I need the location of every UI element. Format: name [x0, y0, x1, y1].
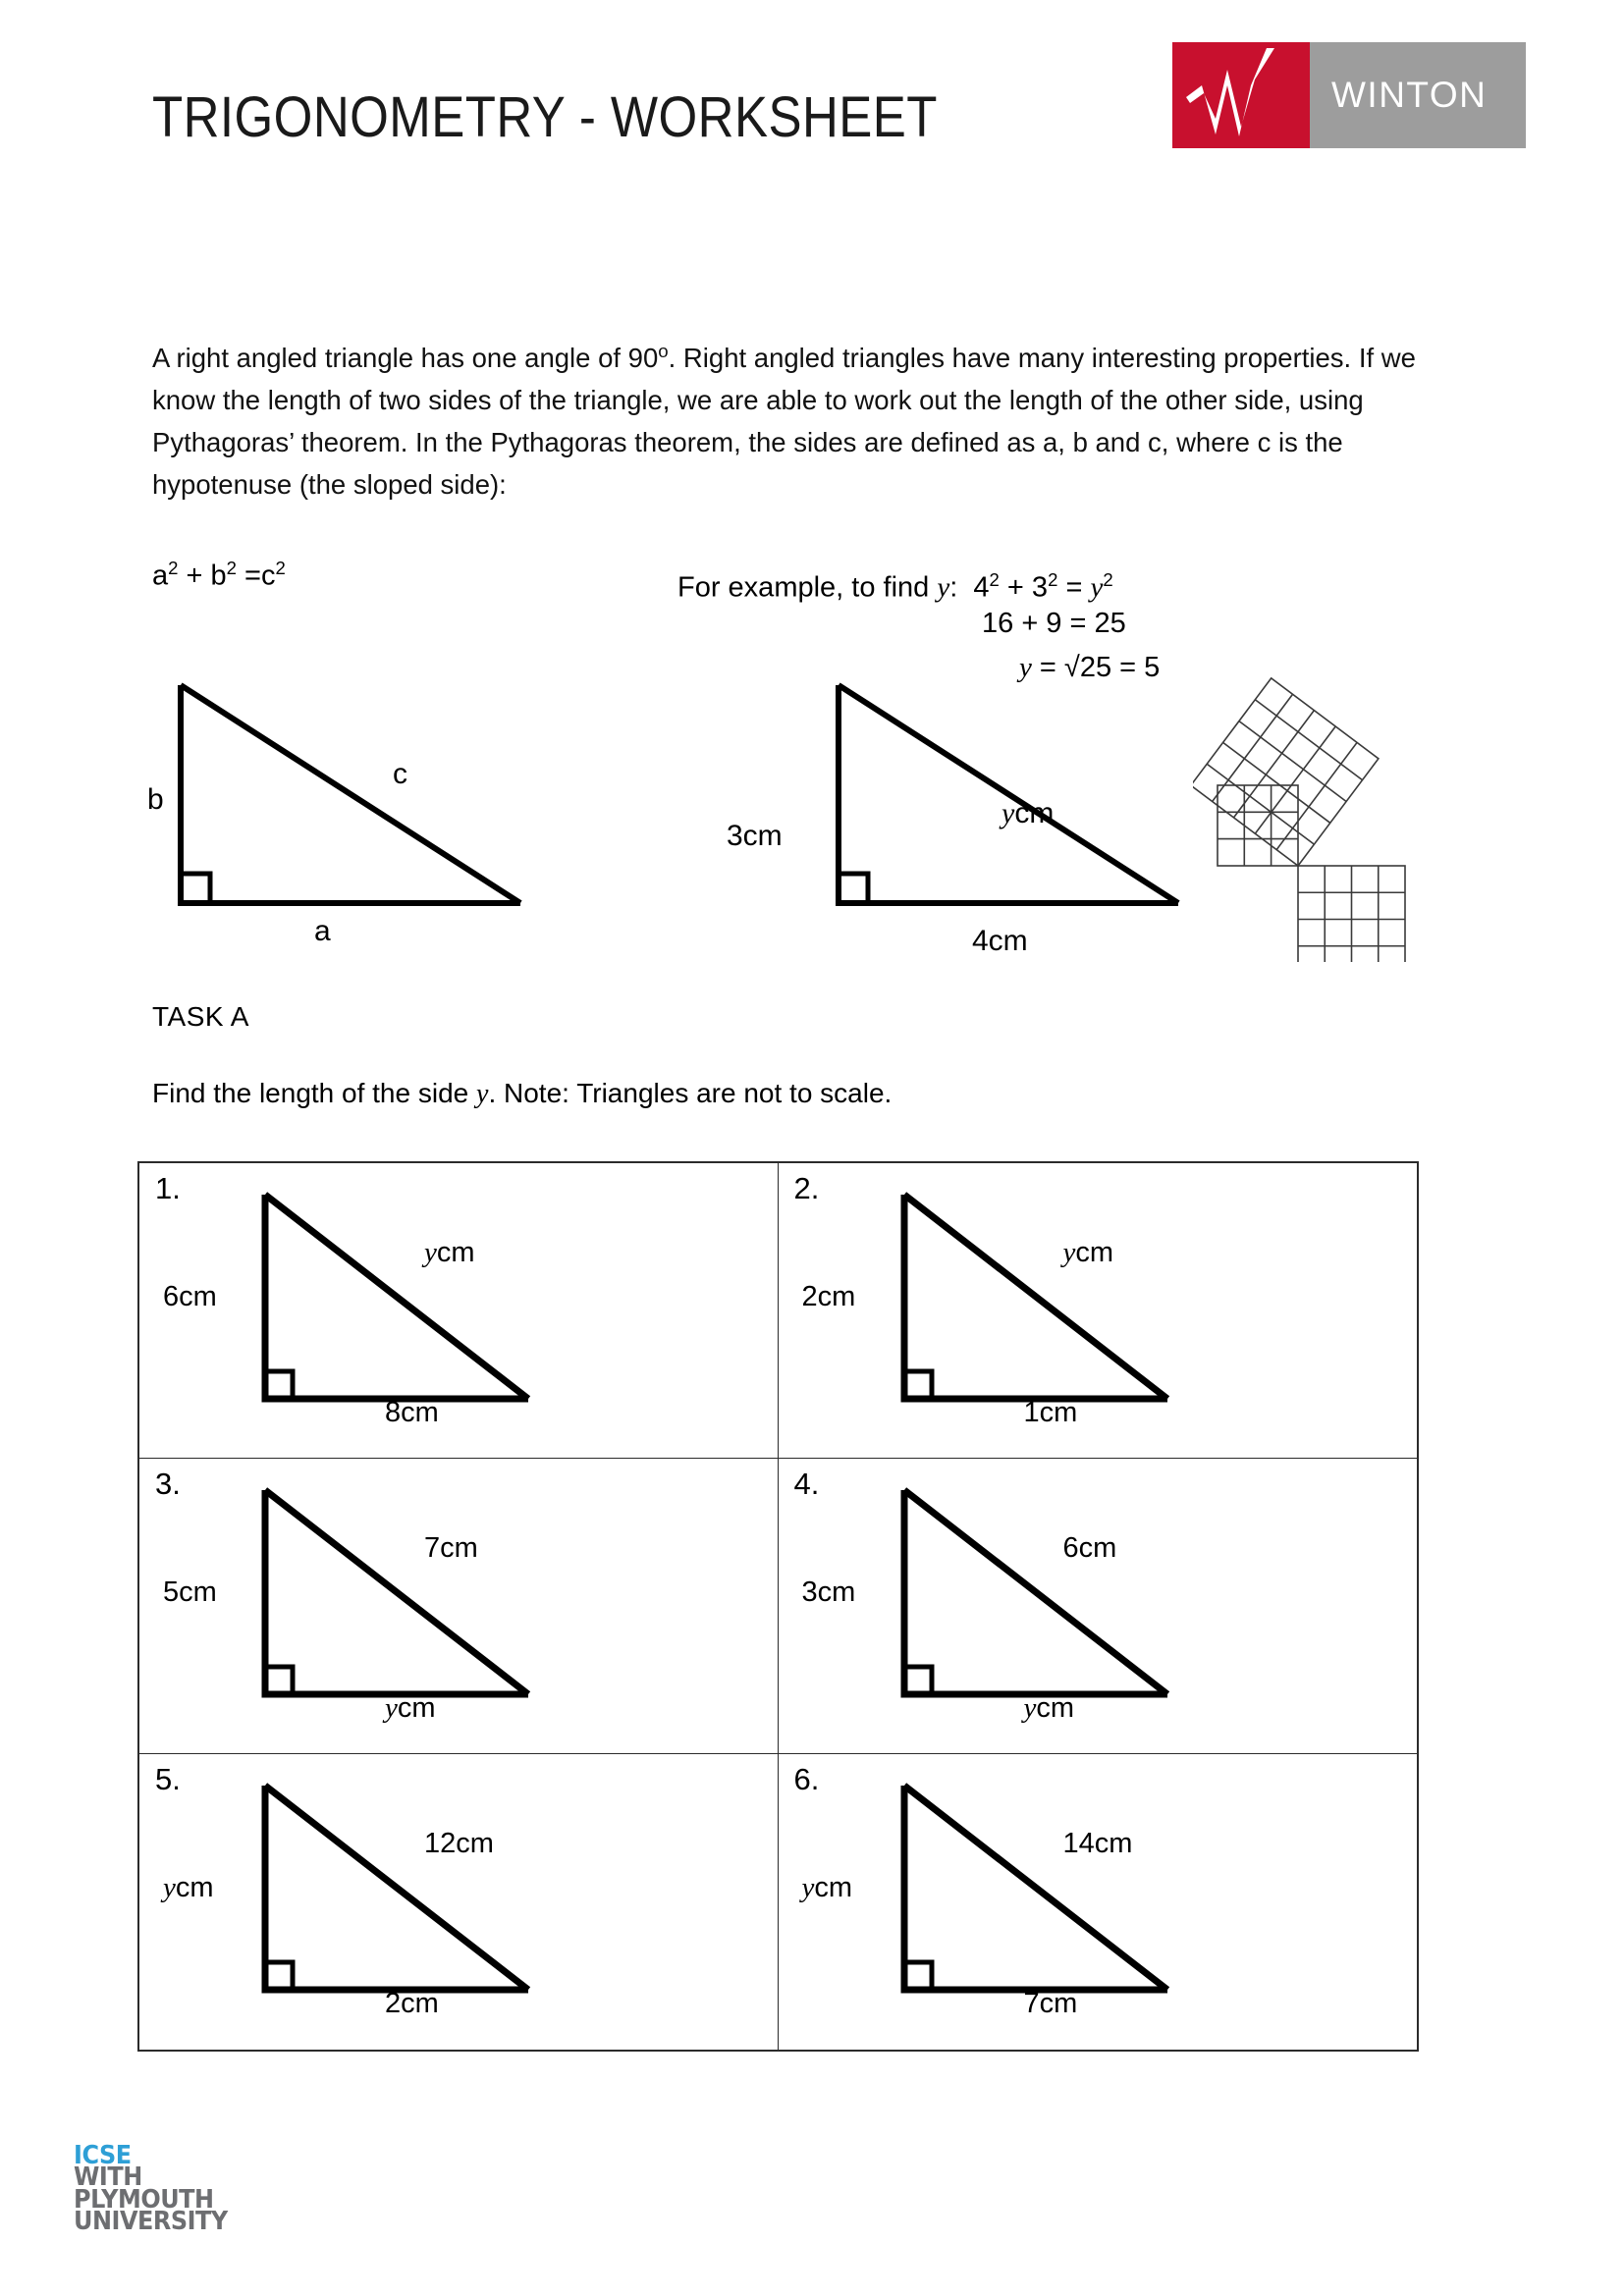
- example-hyp-variable: y: [1001, 797, 1015, 829]
- exercise-number: 2.: [793, 1171, 820, 1205]
- exercise-base-variable: y: [1023, 1692, 1037, 1724]
- winton-wordmark-text: WINTON: [1331, 75, 1488, 115]
- intro-paragraph: [152, 330, 1419, 506]
- exercise-hyp-variable: y: [424, 1237, 437, 1268]
- example-eq1-b-exp: 2: [1048, 569, 1058, 590]
- winton-wordmark: [1310, 42, 1526, 148]
- exercise-table: [137, 1161, 1419, 2052]
- exercise-label-hypotenuse: [1063, 1237, 1114, 1269]
- footer-logo-line-4: UNIVERSITY: [74, 2207, 228, 2237]
- square-a-3x3: [1218, 785, 1298, 866]
- exercise-cell-4[interactable]: [779, 1459, 1418, 1754]
- exercise-label-vertical: [163, 1872, 214, 1904]
- intro-text-a: A right angled triangle has one angle of 90: [152, 343, 659, 374]
- exercise-cell-6[interactable]: [779, 1754, 1418, 2050]
- exercise-vert-variable: y: [801, 1872, 815, 1903]
- exercise-base-unit: cm: [1036, 1692, 1075, 1724]
- pythagoras-formula: [152, 558, 286, 593]
- exercise-hyp-unit: cm: [436, 1237, 475, 1268]
- task-a-heading: TASK A: [152, 1001, 249, 1032]
- formula-plus: +: [178, 560, 211, 592]
- formula-b-exponent: 2: [226, 558, 237, 578]
- instruction-variable: y: [476, 1079, 489, 1109]
- example-lead: For example, to find: [677, 571, 938, 604]
- example-line-2: [677, 602, 1160, 646]
- example-hyp-unit: cm: [1014, 797, 1055, 829]
- intro-text-b: . Right angled triangles have many interesting properties. If we know the length of two sides of the triangle, we are able to work out the length of the other side, using Pythagoras’ theorem. In the Pythagoras theorem, the sides are defined as a, b and c, where c is the hypotenuse (the sloped side):: [152, 343, 1416, 501]
- abc-label-a: a: [314, 915, 331, 947]
- footer-logo-line-2: WITH: [74, 2163, 142, 2193]
- exercise-number: 1.: [155, 1171, 181, 1205]
- example-label-base: 4cm: [972, 925, 1028, 957]
- exercise-label-hypotenuse: 6cm: [1062, 1532, 1117, 1564]
- exercise-hyp-variable: y: [1062, 1237, 1076, 1268]
- formula-a: a: [152, 560, 169, 592]
- exercise-label-vertical: 6cm: [163, 1281, 217, 1312]
- winton-mark-icon: [1172, 42, 1310, 148]
- example-triangle-figure: [805, 667, 1198, 923]
- example-eq1-a-exp: 2: [989, 569, 1000, 590]
- example-eq1-y-exp: 2: [1103, 569, 1113, 590]
- exercise-cell-1[interactable]: [139, 1163, 779, 1459]
- exercise-label-vertical: [802, 1872, 853, 1904]
- exercise-label-vertical: 5cm: [163, 1576, 217, 1608]
- exercise-cell-2[interactable]: [779, 1163, 1418, 1459]
- exercise-label-base: 7cm: [1023, 1988, 1078, 2019]
- abc-label-b: b: [147, 783, 164, 816]
- formula-a-exponent: 2: [168, 558, 179, 578]
- exercise-label-hypotenuse: 14cm: [1062, 1828, 1133, 1859]
- pythagoras-squares-figure: [1193, 667, 1488, 962]
- exercise-label-hypotenuse: [424, 1237, 475, 1269]
- exercise-label-vertical: 3cm: [801, 1576, 856, 1608]
- example-eq1-y: y: [1090, 571, 1104, 604]
- abc-triangle-figure: [147, 667, 540, 923]
- exercise-base-variable: y: [385, 1692, 398, 1724]
- instruction-text-a: Find the length of the side: [152, 1078, 476, 1108]
- exercise-number: 5.: [155, 1762, 181, 1796]
- footer-logo-line-3: PLYMOUTH: [74, 2184, 214, 2215]
- exercise-number: 6.: [793, 1762, 820, 1796]
- degree-symbol: o: [658, 341, 669, 361]
- square-b-4x4: [1298, 866, 1405, 962]
- diagram-row: [0, 667, 1624, 982]
- exercise-hyp-unit: cm: [1075, 1237, 1114, 1268]
- exercise-base-unit: cm: [397, 1692, 436, 1724]
- example-eq3-y: y: [1019, 652, 1032, 683]
- task-a-instruction: [152, 1078, 892, 1110]
- example-eq1-a: 4: [973, 571, 990, 604]
- exercise-label-base: 1cm: [1023, 1397, 1078, 1428]
- exercise-vert-variable: y: [163, 1872, 176, 1903]
- square-c-5x5: [1193, 678, 1379, 866]
- example-eq2: 16 + 9 = 25: [982, 608, 1126, 639]
- formula-equals-c: =c: [237, 560, 276, 592]
- exercise-label-vertical: 2cm: [801, 1281, 856, 1312]
- exercise-label-base: 2cm: [385, 1988, 439, 2019]
- abc-label-c: c: [393, 758, 407, 790]
- page-title: TRIGONOMETRY - WORKSHEET: [152, 85, 938, 149]
- page-header: [0, 0, 1624, 226]
- formula-b: b: [210, 560, 227, 592]
- example-eq1-mid: + 3: [999, 571, 1049, 604]
- exercise-label-base: [1024, 1692, 1075, 1725]
- exercise-number: 3.: [155, 1467, 181, 1501]
- example-eq1-eq: =: [1057, 571, 1091, 604]
- example-lead-variable: y: [937, 571, 950, 604]
- footer-logo-line-1: ICSE: [74, 2141, 132, 2170]
- example-lead-colon: :: [949, 571, 958, 604]
- exercise-number: 4.: [793, 1467, 820, 1501]
- formula-c-exponent: 2: [275, 558, 286, 578]
- example-label-hypotenuse: [1001, 797, 1054, 830]
- exercise-vert-unit: cm: [175, 1872, 214, 1903]
- example-label-vertical: 3cm: [727, 820, 783, 852]
- exercise-label-base: 8cm: [385, 1397, 439, 1428]
- instruction-text-b: . Note: Triangles are not to scale.: [488, 1078, 893, 1108]
- icse-plymouth-logo: [74, 2141, 228, 2237]
- example-line-1: [677, 558, 1160, 602]
- exercise-vert-unit: cm: [814, 1872, 853, 1903]
- winton-logo: [1172, 42, 1526, 148]
- exercise-cell-3[interactable]: [139, 1459, 779, 1754]
- exercise-label-base: [385, 1692, 436, 1725]
- example-eq3-rest: = √25 = 5: [1031, 652, 1161, 683]
- exercise-label-hypotenuse: 7cm: [424, 1532, 478, 1564]
- exercise-label-hypotenuse: 12cm: [424, 1828, 494, 1859]
- exercise-cell-5[interactable]: [139, 1754, 779, 2050]
